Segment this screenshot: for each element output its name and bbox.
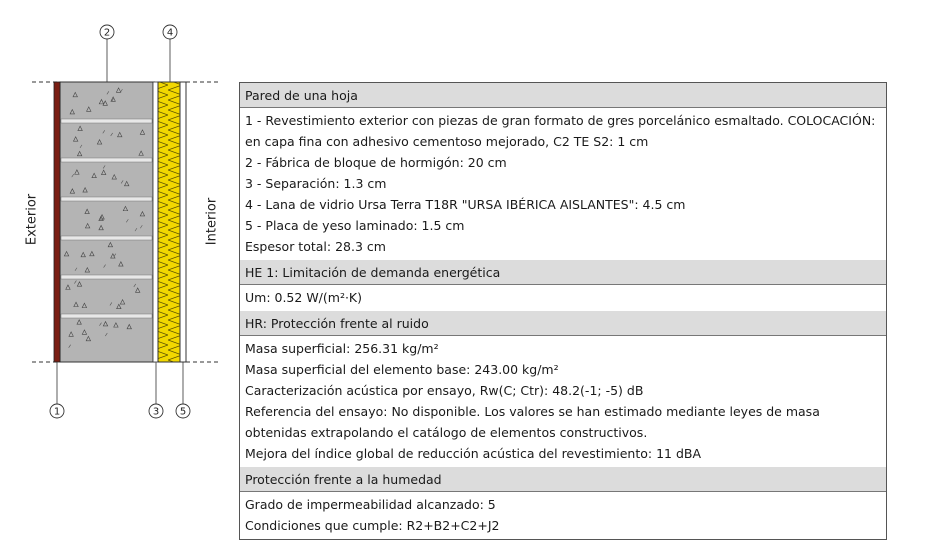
impermeability-line: Grado de impermeabilidad alcanzado: 5 bbox=[245, 497, 496, 512]
concrete-block-layer bbox=[60, 82, 153, 362]
section-he1 bbox=[240, 260, 886, 311]
section-body bbox=[240, 108, 886, 260]
layer-2-line: 2 - Fábrica de bloque de hormigón: 20 cm bbox=[245, 155, 507, 170]
svg-text:2: 2 bbox=[103, 27, 111, 39]
exterior-cladding-layer bbox=[54, 82, 60, 362]
interior-label: Interior bbox=[204, 197, 220, 246]
layer-4-line: 4 - Lana de vidrio Ursa Terra T18R "URSA IBÉRICA AISLANTES": 4.5 cm bbox=[245, 197, 686, 212]
layer-3-line: 3 - Separación: 1.3 cm bbox=[245, 176, 387, 191]
section-title: HE 1: Limitación de demanda energética bbox=[240, 260, 886, 285]
insulation-layer bbox=[158, 82, 180, 362]
section-body bbox=[240, 285, 886, 311]
section-title: HR: Protección frente al ruido bbox=[240, 311, 886, 336]
svg-text:4: 4 bbox=[166, 27, 174, 39]
surface-mass-line: Masa superficial: 256.31 kg/m² bbox=[245, 341, 439, 356]
svg-text:5: 5 bbox=[179, 406, 187, 418]
total-thickness-line: Espesor total: 28.3 cm bbox=[245, 239, 386, 254]
svg-text:3: 3 bbox=[152, 406, 160, 418]
section-title: Protección frente a la humedad bbox=[240, 467, 886, 492]
callout-3 bbox=[149, 404, 163, 418]
wall-section-drawing bbox=[0, 0, 235, 550]
section-body bbox=[240, 336, 886, 467]
callout-1 bbox=[50, 404, 64, 418]
section-wall bbox=[240, 83, 886, 260]
wall-section-svg bbox=[0, 0, 235, 550]
section-hr bbox=[240, 311, 886, 467]
section-humidity bbox=[240, 467, 886, 539]
gypsum-board-layer bbox=[180, 82, 186, 362]
callout-5 bbox=[176, 404, 190, 418]
test-reference-line: Referencia del ensayo: No disponible. Los valores se han estimado mediante leyes de masa obtenidas extrapolando el catálogo de elementos constructivos. bbox=[245, 404, 820, 440]
section-body bbox=[240, 492, 886, 539]
layer-5-line: 5 - Placa de yeso laminado: 1.5 cm bbox=[245, 218, 465, 233]
base-mass-line: Masa superficial del elemento base: 243.00 kg/m² bbox=[245, 362, 559, 377]
exterior-label: Exterior bbox=[24, 193, 40, 246]
layer-1-line: 1 - Revestimiento exterior con piezas de gran formato de gres porcelánico esmaltado. COLOCACIÓN: en capa fina con adhesivo cementoso mejorado, C2 TE S2: 1 cm bbox=[245, 113, 876, 149]
separation-layer bbox=[153, 82, 158, 362]
acoustic-line: Caracterización acústica por ensayo, Rw(C; Ctr): 48.2(-1; -5) dB bbox=[245, 383, 644, 398]
section-title: Pared de una hoja bbox=[240, 83, 886, 108]
callout-4 bbox=[163, 25, 177, 39]
conditions-line: Condiciones que cumple: R2+B2+C2+J2 bbox=[245, 518, 500, 533]
um-line: Um: 0.52 W/(m²·K) bbox=[245, 290, 362, 305]
svg-text:1: 1 bbox=[53, 406, 61, 418]
callout-2 bbox=[100, 25, 114, 39]
cladding-improvement-line: Mejora del índice global de reducción acústica del revestimiento: 11 dBA bbox=[245, 446, 702, 461]
properties-table bbox=[239, 82, 887, 540]
